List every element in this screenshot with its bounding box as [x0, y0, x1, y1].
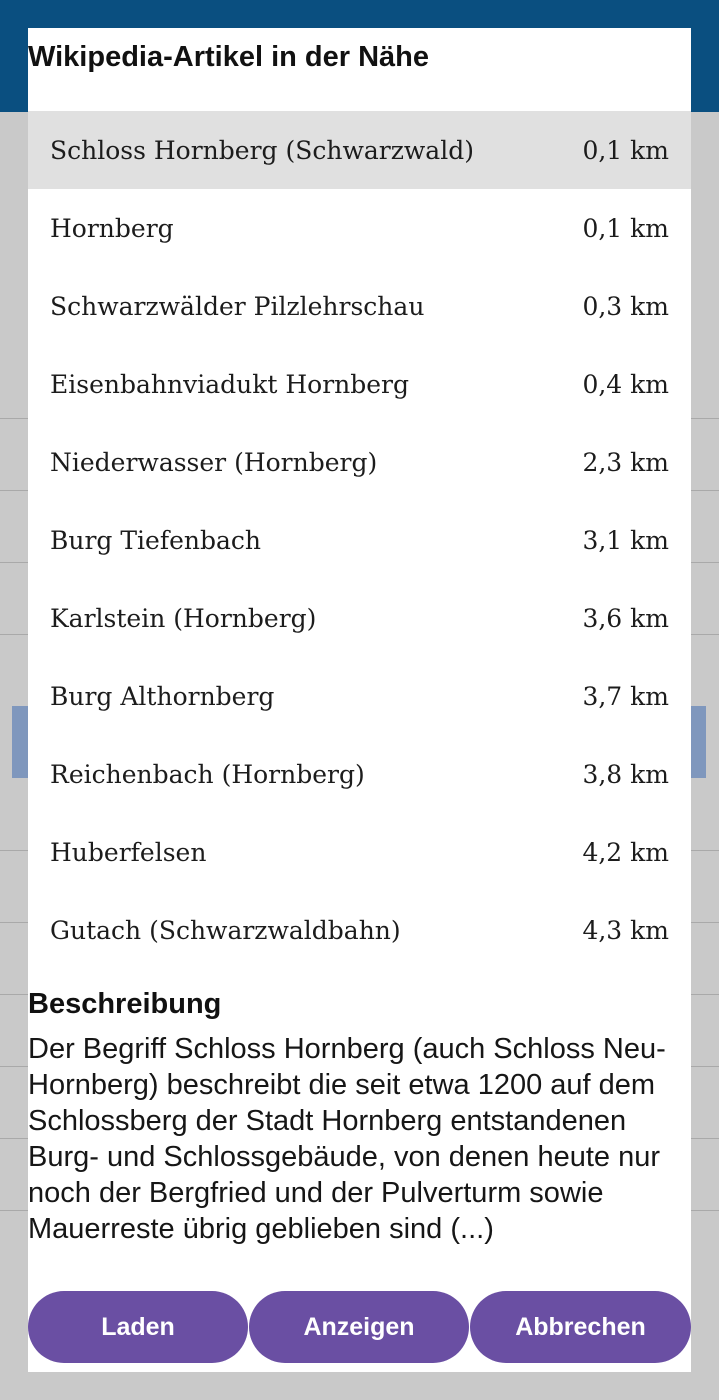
load-button[interactable]: Laden [28, 1291, 248, 1363]
article-distance: 4,3 km [582, 915, 669, 945]
article-name: Schwarzwälder Pilzlehrschau [50, 291, 425, 321]
article-row[interactable] [28, 189, 691, 267]
article-name: Eisenbahnviadukt Hornberg [50, 369, 410, 399]
article-name: Huberfelsen [50, 837, 207, 867]
article-row[interactable] [28, 267, 691, 345]
article-row[interactable] [28, 657, 691, 735]
article-distance: 2,3 km [582, 447, 669, 477]
article-row[interactable] [28, 735, 691, 813]
article-distance: 0,1 km [582, 135, 669, 165]
article-row[interactable] [28, 423, 691, 501]
article-name: Burg Tiefenbach [50, 525, 261, 555]
article-name: Niederwasser (Hornberg) [50, 447, 378, 477]
article-distance: 3,7 km [582, 681, 669, 711]
cancel-button[interactable]: Abbrechen [470, 1291, 691, 1363]
background-toolbar [0, 1372, 719, 1400]
article-distance: 3,8 km [582, 759, 669, 789]
article-name: Hornberg [50, 213, 174, 243]
article-distance: 0,3 km [582, 291, 669, 321]
dialog-title: Wikipedia-Artikel in der Nähe [28, 41, 430, 73]
description-text: Der Begriff Schloss Hornberg (auch Schloss Neu-Hornberg) beschreibt die seit etwa 1200 auf dem Schlossberg der Stadt Hornberg entstandenen Burg- und Schlossgebäude, von denen heute nur noch der Bergfried und der Pulverturm sowie Mauerreste übrig geblieben sind (...) [28, 1033, 666, 1245]
article-name: Gutach (Schwarzwaldbahn) [50, 915, 401, 945]
show-button[interactable]: Anzeigen [249, 1291, 469, 1363]
article-distance: 0,4 km [582, 369, 669, 399]
article-distance: 0,1 km [582, 213, 669, 243]
article-row[interactable] [28, 111, 691, 189]
nearby-wikipedia-dialog [28, 28, 691, 1372]
article-name: Schloss Hornberg (Schwarzwald) [50, 135, 474, 165]
article-distance: 3,1 km [582, 525, 669, 555]
article-distance: 4,2 km [582, 837, 669, 867]
article-row[interactable] [28, 813, 691, 891]
article-list [28, 111, 691, 969]
article-row[interactable] [28, 501, 691, 579]
article-row[interactable] [28, 579, 691, 657]
article-row[interactable] [28, 891, 691, 969]
article-name: Karlstein (Hornberg) [50, 603, 317, 633]
article-name: Burg Althornberg [50, 681, 275, 711]
dialog-button-bar [28, 1291, 691, 1363]
article-row[interactable] [28, 345, 691, 423]
article-name: Reichenbach (Hornberg) [50, 759, 365, 789]
description-heading: Beschreibung [28, 988, 222, 1020]
article-distance: 3,6 km [582, 603, 669, 633]
